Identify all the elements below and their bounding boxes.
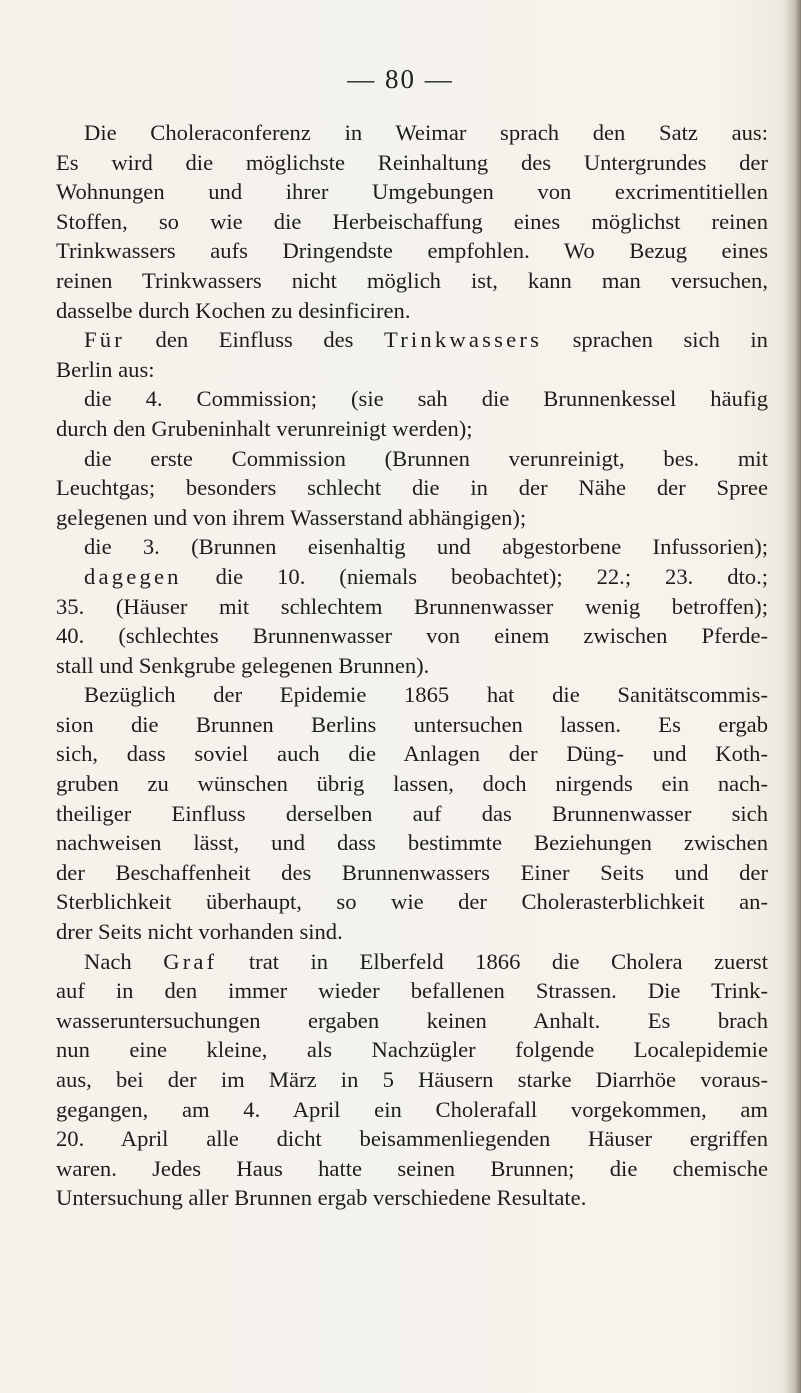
text-line: reinen Trinkwassers nicht möglich ist, kann man versuchen, xyxy=(56,267,768,293)
text-line: 20. April alle dicht beisammenliegenden Häuser ergriffen xyxy=(56,1126,768,1152)
text-line: Untersuchung aller Brunnen ergab verschiedene Resultate. xyxy=(56,1185,587,1211)
text-line: auf in den immer wieder befallenen Strassen. Die Trink- xyxy=(56,978,768,1004)
text-line xyxy=(56,947,768,977)
text-line: sion die Brunnen Berlins untersuchen lassen. Es ergab xyxy=(56,711,768,737)
text-line: gruben zu wünschen übrig lassen, doch nirgends ein nach- xyxy=(56,771,768,797)
text-fragment: Nach xyxy=(84,948,164,974)
text-line: Die Choleraconferenz in Weimar sprach den Satz aus: xyxy=(84,120,768,145)
text-line: Wohnungen und ihrer Umgebungen von excrimentitiellen xyxy=(56,179,768,205)
text-fragment: sprachen sich in xyxy=(542,327,768,353)
text-fragment: die 10. (niemals beobachtet); 22.; 23. dto.; xyxy=(181,563,768,589)
text-line: dasselbe durch Kochen zu desinficiren. xyxy=(56,297,411,323)
body-text xyxy=(56,118,768,1213)
page-edge-shadow xyxy=(785,0,801,1393)
page-number: — 80 — xyxy=(347,64,454,94)
text-line: die erste Commission (Brunnen verunreinigt, bes. mit xyxy=(84,445,768,471)
text-fragment: den Einfluss des xyxy=(125,327,384,353)
text-line: theiliger Einfluss derselben auf das Brunnenwasser sich xyxy=(56,800,768,826)
text-fragment: trat in Elberfeld 1866 die Cholera zuerst xyxy=(217,948,768,974)
text-line: waren. Jedes Haus hatte seinen Brunnen; die chemische xyxy=(56,1155,768,1181)
text-line: Es wird die möglichste Reinhaltung des Untergrundes der xyxy=(56,149,768,175)
text-line: 35. (Häuser mit schlechtem Brunnenwasser wenig betroffen); xyxy=(56,593,768,619)
text-line: die 4. Commission; (sie sah die Brunnenkessel häufig xyxy=(84,386,768,412)
text-line: nachweisen lässt, und dass bestimmte Beziehungen zwischen xyxy=(56,830,768,856)
emphasis-text: Trinkwassers xyxy=(384,327,543,353)
text-line: gegangen, am 4. April ein Cholerafall vorgekommen, am xyxy=(56,1096,768,1122)
text-line xyxy=(56,325,768,355)
text-line: Trinkwassers aufs Dringendste empfohlen. Wo Bezug eines xyxy=(56,238,768,264)
text-line: durch den Grubeninhalt verunreinigt werden); xyxy=(56,415,473,441)
text-line: Berlin aus: xyxy=(56,356,155,382)
text-line: nun eine kleine, als Nachzügler folgende Localepidemie xyxy=(56,1037,768,1063)
emphasis-text: dagegen xyxy=(84,563,182,589)
text-line: Leuchtgas; besonders schlecht die in der Nähe der Spree xyxy=(56,475,768,501)
text-line xyxy=(56,562,768,592)
text-line: 40. (schlechtes Brunnenwasser von einem zwischen Pferde- xyxy=(56,623,768,649)
text-line: gelegenen und von ihrem Wasserstand abhängigen); xyxy=(56,504,527,530)
text-line: sich, dass soviel auch die Anlagen der Düng- und Koth- xyxy=(56,741,768,767)
text-line: aus, bei der im März in 5 Häusern starke Diarrhöe voraus- xyxy=(56,1067,768,1092)
text-line: Sterblichkeit überhaupt, so wie der Cholerasterblichkeit an- xyxy=(56,889,768,915)
text-line: Bezüglich der Epidemie 1865 hat die Sanitätscommis- xyxy=(84,682,768,708)
emphasis-text: Graf xyxy=(163,948,218,974)
text-line: die 3. (Brunnen eisenhaltig und abgestorbene Infussorien); xyxy=(84,534,768,560)
emphasis-text: Für xyxy=(84,327,125,353)
text-line: wasseruntersuchungen ergaben keinen Anhalt. Es brach xyxy=(56,1007,768,1033)
text-line: der Beschaffenheit des Brunnenwassers Einer Seits und der xyxy=(56,859,768,885)
text-line: Stoffen, so wie die Herbeischaffung eines möglichst reinen xyxy=(56,208,768,234)
text-line: stall und Senkgrube gelegenen Brunnen). xyxy=(56,652,430,678)
text-line: drer Seits nicht vorhanden sind. xyxy=(56,919,343,945)
